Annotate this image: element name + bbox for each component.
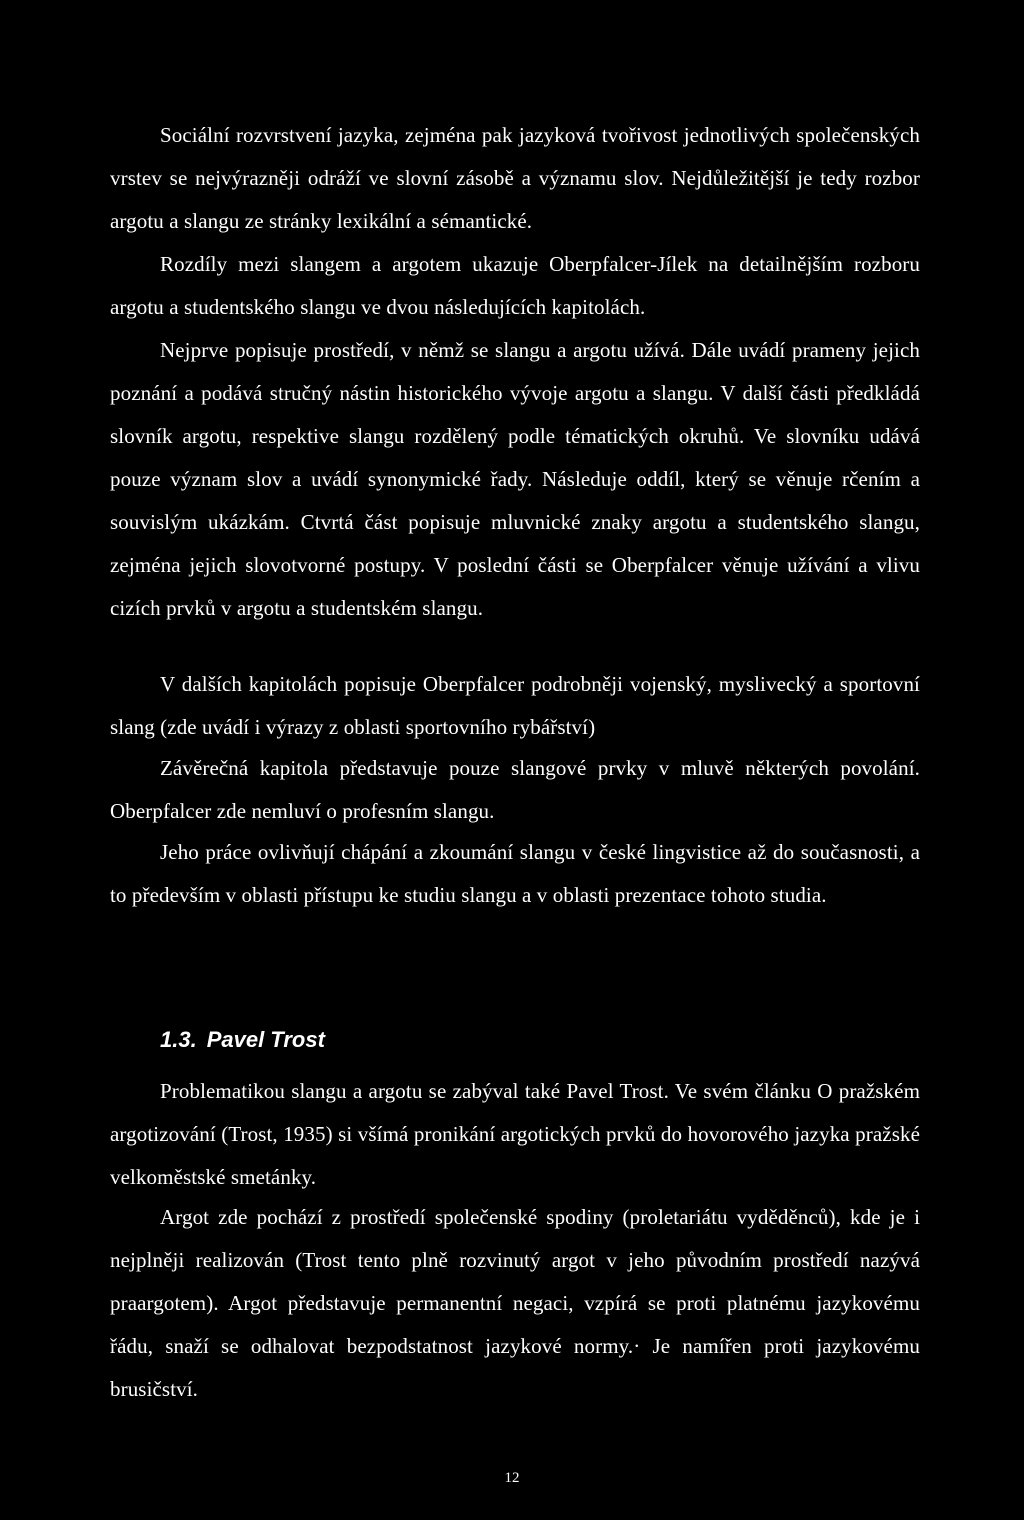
page-number: 12 [504,1470,520,1486]
paragraph-chapter-overview: Nejprve popisuje prostředí, v němž se slangu a argotu užívá. Dále uvádí prameny jejich poznání a podává stručný nástin historického vývoje argotu a slangu. V další části předkládá slovník argotu, respektive slangu rozdělený podle tématických okruhů. Ve slovníku udává pouze význam slov a uvádí synonymické řady. Následuje oddíl, který se věnuje rčením a souvislým ukázkám. Ctvrtá část popisuje mluvnické znaky argotu a studentského slangu, zejména jejich slovotvorné postupy. V poslední části se Oberpfalcer věnuje užívání a vlivu cizích prvků v argotu a studentském slangu. [110,338,920,620]
paragraph-final-chapter: Závěrečná kapitola představuje pouze slangové prvky v mluvě některých povolání. Oberpfalcer zde nemluví o profesním slangu. [110,756,920,823]
paragraph-social-stratification: Sociální rozvrstvení jazyka, zejména pak jazyková tvořivost jednotlivých společenských vrstev se nejvýrazněji odráží ve slovní zásobě a významu slov. Nejdůležitější je tedy rozbor argotu a slangu ze stránky lexikální a sémantické. [110,123,920,233]
section-heading [160,1020,325,1060]
paragraph-slang-argot-differences: Rozdíly mezi slangem a argotem ukazuje Oberpfalcer-Jílek na detailnějším rozboru argotu a studentského slangu ve dvou následujících kapitolách. [110,252,920,319]
paragraph-argot-origin: Argot zde pochází z prostředí společenské spodiny (proletariátu vyděděnců), kde je i nejplněji realizován (Trost tento plně rozvinutý argot v jeho původním prostředí nazývá praargotem). Argot představuje permanentní negaci, vzpírá se proti platnému jazykovému řádu, snaží se odhalovat bezpodstatnost jazykové normy.· Je namířen proti jazykovému brusičství. [110,1205,920,1401]
paragraph-influence: Jeho práce ovlivňují chápání a zkoumání slangu v české lingvistice až do současnosti, a to především v oblasti přístupu ke studiu slangu a v oblasti prezentace tohoto studia. [110,840,920,907]
section-number: 1.3. [160,1027,197,1052]
paragraph-other-slangs: V dalších kapitolách popisuje Oberpfalcer podrobněji vojenský, myslivecký a sportovní slang (zde uvádí i výrazy z oblasti sportovního rybářství) [110,672,920,739]
paragraph-trost-article: Problematikou slangu a argotu se zabýval také Pavel Trost. Ve svém článku O pražském argotizování (Trost, 1935) si všímá pronikání argotických prvků do hovorového jazyka pražské velkoměstské smetánky. [110,1079,920,1189]
section-title: Pavel Trost [206,1027,325,1052]
